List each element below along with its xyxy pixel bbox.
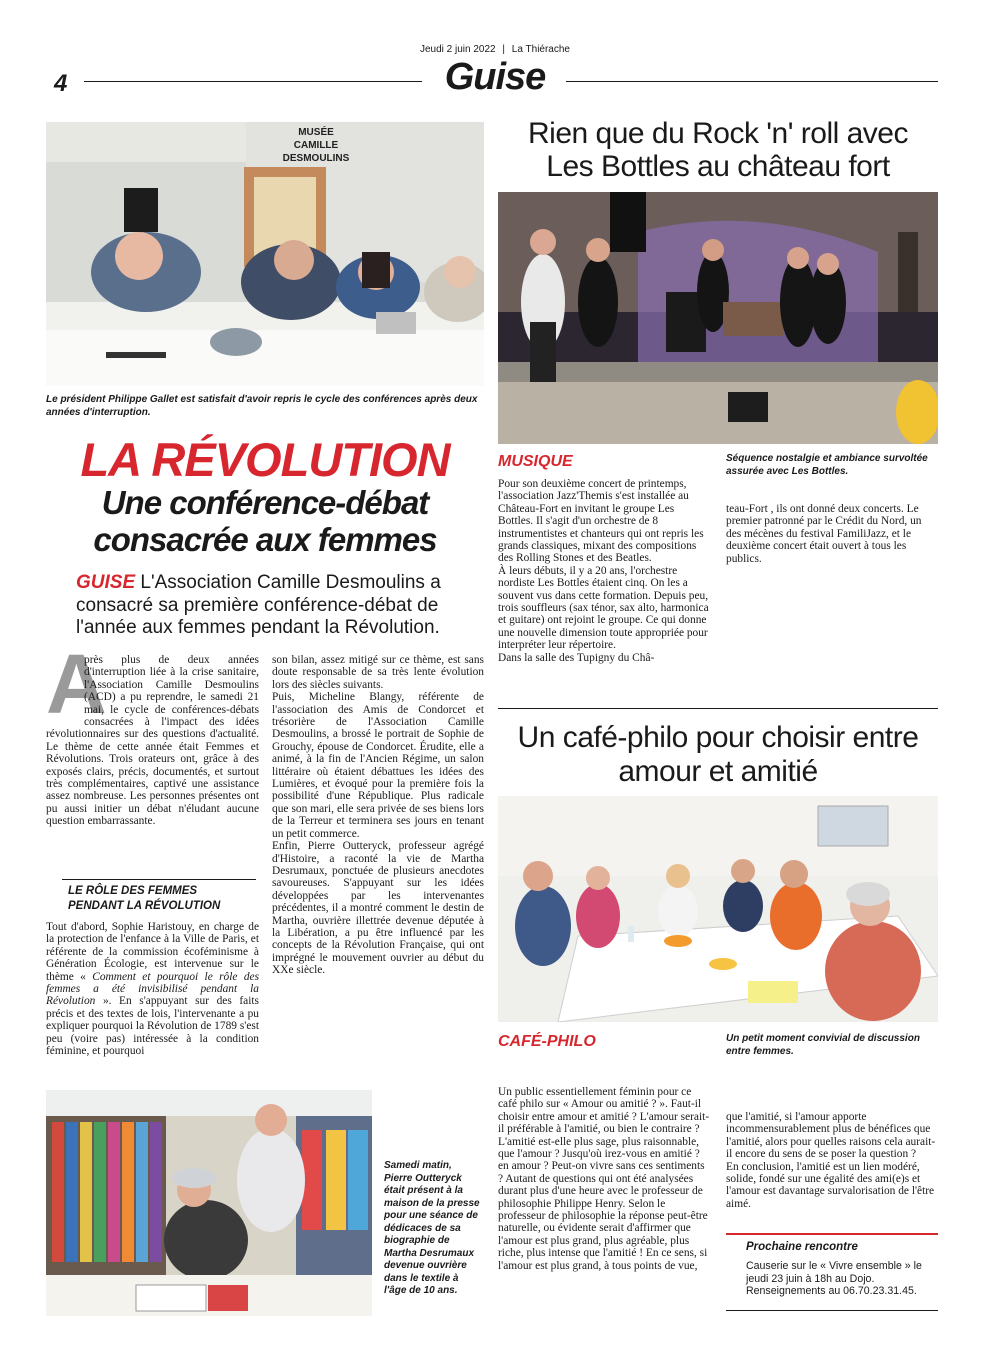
- cafe-philo-photo: [498, 796, 938, 1022]
- main-col1-para2-b: ». En s'appuyant sur des faits précis et des textes de lois, l'intervenante a pu expliquer pourquoi la Révolution de 1789 s'est peu (voire pas) intéressée à la condition féminine, et pourquoi: [46, 995, 259, 1058]
- philo-col2: [726, 1111, 938, 1210]
- main-col1-para2-italic: Comment et pourquoi le rôle des femmes a été invisibilisé pendant la Révolution: [46, 970, 260, 1008]
- rock-headline-line1: Rien que du Rock 'n' roll avec: [528, 117, 908, 150]
- philo-col2-para2: En conclusion, l'amitié est un lien modéré, solide, fondé sur une égalité des ami(e)s et l'amour est davantage survalorisation de l'être aimé.: [726, 1160, 935, 1210]
- main-col1-para2: [46, 921, 259, 1057]
- main-headline-red: LA RÉVOLUTION: [80, 433, 450, 486]
- dropcap: A: [46, 637, 107, 731]
- rock-col1-para3: Dans la salle des Tupigny du Châ-: [498, 651, 655, 664]
- bookshop-photo-caption: Samedi matin, Pierre Outteryck était présent à la maison de la presse pour une séance de dédicaces de sa biographie de Martha Desrumaux devenue ouvrière dans le textile à l'âge de 10 ans.: [384, 1160, 480, 1296]
- lead-place: GUISE: [76, 572, 136, 593]
- main-headline-line3: consacrée aux femmes: [93, 521, 437, 558]
- next-meeting-title: Prochaine rencontre: [746, 1241, 858, 1253]
- subhead-line1: LE RÔLE DES FEMMES: [68, 885, 198, 897]
- dateline-edition: La Thiérache: [511, 44, 570, 55]
- dateline-date: Jeudi 2 juin 2022: [420, 44, 496, 55]
- main-col1-para1: [46, 654, 259, 828]
- page-number: 4: [54, 70, 68, 97]
- next-meeting-rule-top: [726, 1233, 938, 1235]
- masthead-rule-left: [84, 81, 422, 82]
- rock-caption: Séquence nostalgie et ambiance survoltée assurée avec Les Bottles.: [726, 453, 928, 477]
- subhead-line2: PENDANT LA RÉVOLUTION: [68, 900, 221, 912]
- main-col2-para2: Puis, Micheline Blangy, référente de l'association des Amis de Condorcet et trésorière de l'Association Camille Desmoulins, a brossé le portrait de Sophie de Grouchy, épouse de Condorcet. Érudite, elle a animé, à la fin de l'Ancien Régime, un salon littéraire où étaient débattues les idées des Lumières, et évoqué pour la première fois la possibilité d'une République. Plus radicale que son mari, elle sera privée de ses biens lors de la Terreur et terminera ses jours en tenant un petit commerce.: [272, 691, 484, 840]
- main-col1-para1-text: près plus de deux années d'interruption liée à la crise sanitaire, l'Association Camille Desmoulins (ACD) a pu reprendre, le samedi 21 mai, le cycle de conférences-débats consacrées à l'impact des idées révolutionnaires sur des questions d'actualité. Le thème de cette année était Femmes et Révolutions. Trois orateurs ont, grâce à des exposés clairs, précis, documentés, et surtout très complémentaires, captivé une assistance assez nombreuse. Les personnes présentes ont pu aussi initier un débat n'éludant aucune question embarrassante.: [46, 654, 259, 828]
- philo-headline-line1: Un café-philo pour choisir entre: [517, 721, 919, 754]
- conference-photo-caption: Le président Philippe Gallet est satisfait d'avoir repris le cycle des conférences après deux années d'interruption.: [46, 394, 478, 418]
- section-divider: [498, 708, 938, 709]
- dateline-separator: |: [502, 44, 506, 55]
- rock-col1-para1: Pour son deuxième concert de printemps, l'association Jazz'Themis s'est installée au Château-Fort en invitant le groupe Les Bottles. Il s'agit d'un orchestre de 8 instrumentistes et chanteurs qui ont repris les grands classiques, mixant des compositions des Rolling Stones et des Beatles.: [498, 478, 704, 565]
- page-dateline: [400, 44, 590, 55]
- philo-headline-line2: amour et amitié: [618, 755, 818, 788]
- conference-photo: [46, 122, 484, 386]
- main-col2-para1: son bilan, assez mitigé sur ce thème, est sans doute responsable de sa très lente évolution lors des siècles suivants.: [272, 654, 484, 691]
- main-col1-para2-a: Tout d'abord, Sophie Haristouy, en charge de la protection de l'enfance à la Ville de Paris, et référente de la commission écoféminisme à Génération Écologie, est intervenue sur le thème «: [46, 921, 259, 983]
- main-headline-line2: Une conférence-débat: [101, 484, 429, 521]
- bookshop-photo: [46, 1090, 372, 1316]
- lead-text: L'Association Camille Desmoulins a consacré sa première conférence-débat de l'année aux femmes pendant la Révolution.: [76, 572, 441, 638]
- main-col2: [272, 654, 484, 977]
- photo-sign-text: MUSÉE CAMILLE DESMOULINS: [282, 127, 350, 164]
- rock-headline-line2: Les Bottles au château fort: [546, 150, 890, 183]
- philo-kicker: CAFÉ-PHILO: [498, 1033, 596, 1050]
- philo-caption: Un petit moment convivial de discussion entre femmes.: [726, 1033, 920, 1057]
- rock-col1-para2: À leurs débuts, il y a 20 ans, l'orchestre nordiste Les Bottles étaient cinq. On les a souvent vus dans cette formation. Depuis peu, trois souffleurs (sax ténor, sax alto, harmonica et guitare) ont rejoint le groupe. Ce qui donne une nouvelle dimension toute appropriée pour interpréter leur répertoire.: [498, 564, 709, 652]
- next-meeting-text: Causerie sur le « Vivre ensemble » le jeudi 23 juin à 18h au Dojo. Renseignements au 06.70.23.31.45.: [746, 1260, 922, 1298]
- section-title: Guise: [444, 56, 546, 98]
- next-meeting-rule-bottom: [726, 1310, 938, 1311]
- philo-col1: Un public essentiellement féminin pour ce café philo sur « Amour ou amitié ? ». Faut-il choisir entre amour et amitié ? L'amour serait-il préférable à l'amitié, ou bien le contraire ? L'amitié est-elle plus sage, plus raisonnable, que l'amour ? Jusqu'où irez-vous en amitié ? en amour ? Peut-on vivre sans ces sentiments ? Autant de questions qui ont été analysées durant plus d'une heure avec le professeur de philosophie Philippe Henry. Selon le professeur de philosophie la réponse peut-être naturelle, ou évidente serait d'affirmer que l'amour est plus grand, plus agréable, plus riche, plus intense que l'amitié ! En ce sens, si l'amour est plus grand, à tous points de vue,: [498, 1086, 710, 1272]
- rock-col2: teau-Fort , ils ont donné deux concerts. Le premier patronné par le Crédit du Nord, un des mécènes du festival FamiliJazz, et le deuxième concert était ouvert à tous les publics.: [726, 503, 922, 565]
- main-col2-para3: Enfin, Pierre Outteryck, professeur agrégé d'Histoire, a raconté la vie de Martha Desrumaux, ponctuée de plusieurs anecdotes savoureuses. S'appuyant sur les idées développées par les intervenantes précédentes, il a montré comment le destin de Martha, ouvrière illettrée devenue députée à la Libération, a pu être influencé par les concepts de la Révolution Française, qui ont imprégné le mouvement ouvrier au début du XXe siècle.: [272, 840, 484, 977]
- masthead-rule-right: [566, 81, 938, 82]
- philo-col2-para1: que l'amitié, si l'amour apporte incommensurablement plus de bénéfices que l'amitié, alors pour quelles raisons cela aurait-il encore du sens de se poser la question ?: [726, 1111, 936, 1161]
- rock-col1: [498, 478, 710, 664]
- concert-photo: [498, 192, 938, 444]
- main-lead: [76, 572, 464, 640]
- subhead-rule: [62, 879, 256, 880]
- rock-kicker: MUSIQUE: [498, 453, 573, 470]
